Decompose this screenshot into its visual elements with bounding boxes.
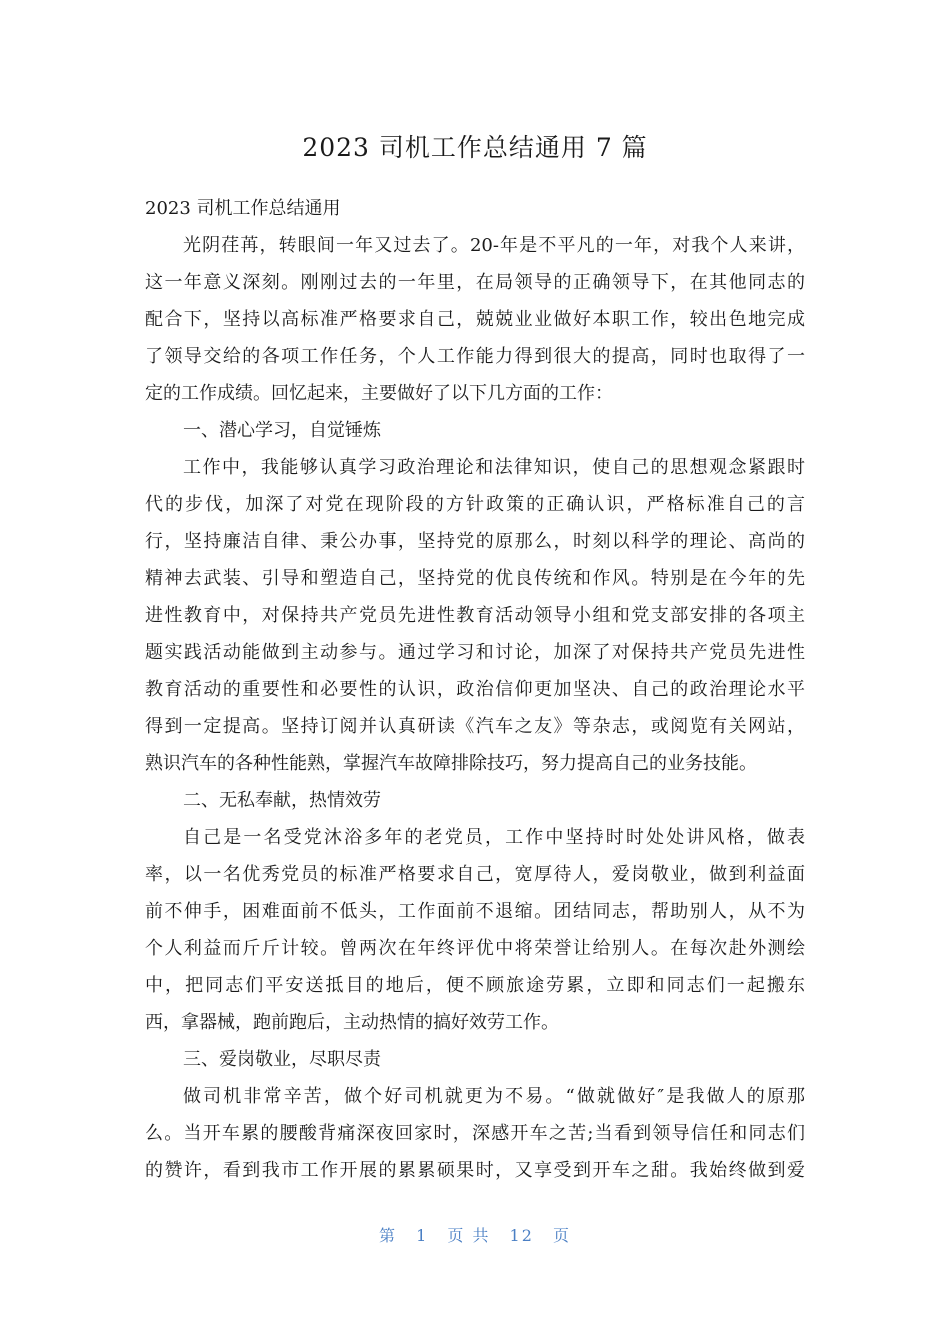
text-line: 题实践活动能做到主动参与。通过学习和讨论，加深了对保持共产党员先进性 <box>145 642 805 663</box>
text-line: 配合下，坚持以高标准严格要求自己，兢兢业业做好本职工作，较出色地完成 <box>145 309 805 330</box>
text-line: 定的工作成绩。回忆起来，主要做好了以下几方面的工作： <box>145 383 613 404</box>
text-line: 一、潜心学习，自觉锤炼 <box>183 420 381 441</box>
document-body <box>145 190 805 1189</box>
text-line: 二、无私奉献，热情效劳 <box>183 790 381 811</box>
paragraph-lines <box>145 227 805 1189</box>
text-line: 光阴荏苒，转眼间一年又过去了。20-年是不平凡的一年，对我个人来讲， <box>183 235 805 256</box>
text-line: 行，坚持廉洁自律、秉公办事，坚持党的原那么，时刻以科学的理论、高尚的 <box>145 531 805 552</box>
text-line: 了领导交给的各项工作任务，个人工作能力得到很大的提高，同时也取得了一 <box>145 346 805 367</box>
text-line: 西，拿器械，跑前跑后，主动热情的搞好效劳工作。 <box>145 1012 559 1033</box>
footer-total-pages: 12 <box>509 1226 534 1245</box>
text-line: 代的步伐，加深了对党在现阶段的方针政策的正确认识，严格标准自己的言 <box>145 494 805 515</box>
text-line: 中，把同志们平安送抵目的地后，便不顾旅途劳累，立即和同志们一起搬东 <box>145 975 805 996</box>
text-line: 个人利益而斤斤计较。曾两次在年终评优中将荣誉让给别人。在每次赴外测绘 <box>145 938 805 959</box>
text-line: 的赞许，看到我市工作开展的累累硕果时，又享受到开车之甜。我始终做到爱 <box>145 1160 805 1181</box>
text-line: 教育活动的重要性和必要性的认识，政治信仰更加坚决、自己的政治理论水平 <box>145 679 805 700</box>
footer-current-page: 1 <box>416 1226 429 1245</box>
footer-page-label: 第 <box>378 1226 397 1245</box>
text-line: 前不伸手，困难面前不低头，工作面前不退缩。团结同志，帮助别人，从不为 <box>145 901 805 922</box>
document-title: 2023 司机工作总结通用 7 篇 <box>302 133 648 162</box>
text-line: 做司机非常辛苦，做个好司机就更为不易。“做就做好″是我做人的原那 <box>183 1086 805 1107</box>
document-subtitle: 2023 司机工作总结通用 <box>145 198 341 219</box>
text-line: 么。当开车累的腰酸背痛深夜回家时，深感开车之苦;当看到领导信任和同志们 <box>145 1123 805 1144</box>
footer-of-label: 页 共 <box>447 1226 491 1245</box>
footer-pages-label: 页 <box>553 1226 572 1245</box>
text-line: 自己是一名受党沐浴多年的老党员，工作中坚持时时处处讲风格，做表 <box>183 827 805 848</box>
text-line: 三、爱岗敬业，尽职尽责 <box>183 1049 381 1070</box>
text-line: 精神去武装、引导和塑造自己，坚持党的优良传统和作风。特别是在今年的先 <box>145 568 805 589</box>
text-line: 率，以一名优秀党员的标准严格要求自己，宽厚待人，爱岗敬业，做到利益面 <box>145 864 805 885</box>
text-line: 得到一定提高。坚持订阅并认真研读《汽车之友》等杂志，或阅览有关网站， <box>145 716 805 737</box>
text-line: 工作中，我能够认真学习政治理论和法律知识，使自己的思想观念紧跟时 <box>183 457 805 478</box>
page-footer <box>0 1224 950 1248</box>
text-line: 进性教育中，对保持共产党员先进性教育活动领导小组和党支部安排的各项主 <box>145 605 805 626</box>
text-line: 熟识汽车的各种性能熟，掌握汽车故障排除技巧，努力提高自己的业务技能。 <box>145 753 757 774</box>
text-line: 这一年意义深刻。刚刚过去的一年里，在局领导的正确领导下，在其他同志的 <box>145 272 805 293</box>
